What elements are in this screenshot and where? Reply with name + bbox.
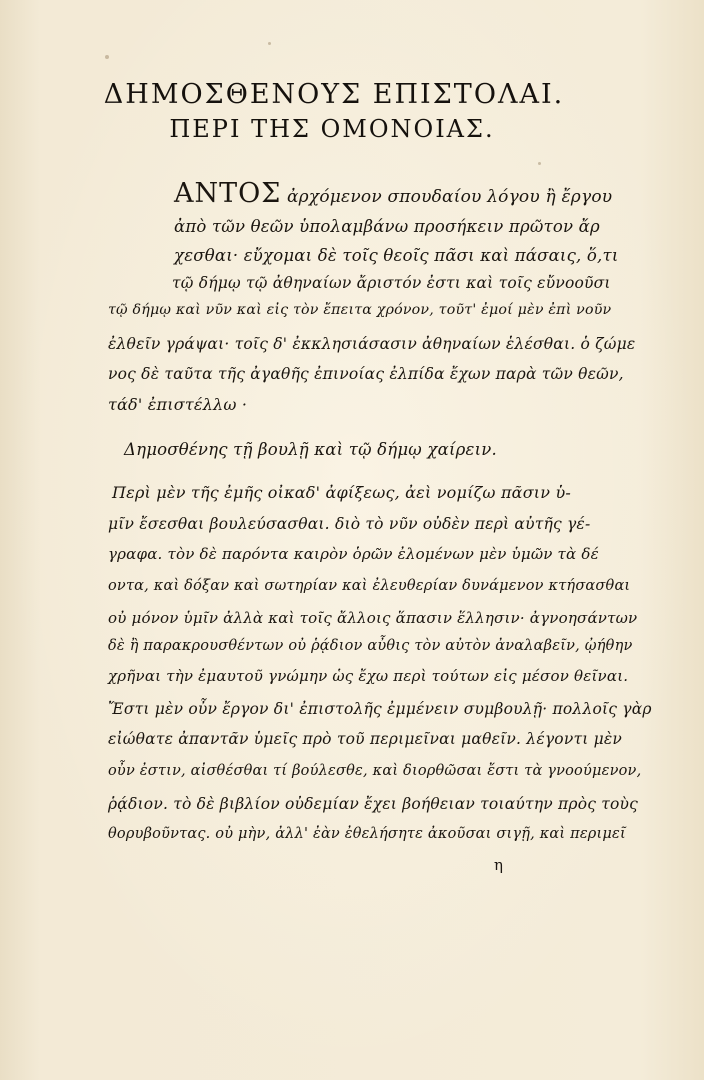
intro-line-6: ἐλθεῖν γράψαι· τοῖς δ' ἐκκλησιάσασιν ἀθηναίων ἑλέσθαι. ὁ ζώμε (108, 335, 636, 353)
salutation: Δημοσθένης τῇ βουλῇ καὶ τῷ δήμῳ χαίρειν. (124, 440, 497, 459)
body-line-8: Ἔστι μὲν οὖν ἔργον δι' ἐπιστολῆς ἐμμένειν συμβουλῇ· πολλοῖς γὰρ (108, 700, 652, 718)
initial-capitals: ΑΝΤΟΣ (174, 178, 282, 209)
page-title: ΔΗΜΟΣΘΕΝΟΥΣ ΕΠΙΣΤΟΛΑΙ. (103, 79, 565, 110)
ink-spot (538, 162, 541, 165)
intro-line-4: τῷ δήμῳ τῷ ἀθηναίων ἄριστόν ἐστι καὶ τοῖς εὔνοοῦσι (172, 274, 611, 292)
intro-line-2: ἀπὸ τῶν θεῶν ὑπολαμβάνω προσήκειν πρῶτον ἄρ (174, 217, 600, 236)
body-line-7: χρῆναι τὴν ἐμαυτοῦ γνώμην ὡς ἔχω περὶ τούτων εἰς μέσον θεῖναι. (108, 667, 629, 685)
body-line-5: οὐ μόνον ὑμῖν ἀλλὰ καὶ τοῖς ἄλλοις ἅπασιν ἕλλησιν· ἀγνοησάντων (108, 609, 638, 627)
page-subtitle: ΠΕΡΙ ΤΗΣ ΟΜΟΝΟΙΑΣ. (169, 115, 495, 143)
body-line-3: γραφα. τὸν δὲ παρόντα καιρὸν ὁρῶν ἐλομένων μὲν ὑμῶν τὰ δέ (108, 545, 599, 563)
signature-mark: η (494, 856, 503, 874)
body-line-6: δὲ ἢ παρακρουσθέντων οὐ ῥᾴδιον αὖθις τὸν αὐτὸν ἀναλαβεῖν, ᾠήθην (108, 638, 633, 654)
body-line-1: Περὶ μὲν τῆς ἐμῆς οἰκαδ' ἀφίξεως, ἀεὶ νομίζω πᾶσιν ὑ- (112, 483, 572, 502)
intro-line-7: νος δὲ ταῦτα τῆς ἀγαθῆς ἐπινοίας ἐλπίδα ἔχων παρὰ τῶν θεῶν, (108, 365, 624, 383)
ink-spot (268, 42, 271, 45)
body-line-12: θορυβοῦντας. οὐ μὴν, ἀλλ' ἐὰν ἐθελήσητε ἀκοῦσαι σιγῇ, καὶ περιμεῖ (108, 826, 626, 842)
body-line-2: μῖν ἔσεσθαι βουλεύσασθαι. διὸ τὸ νῦν οὐδὲν περὶ αὐτῆς γέ- (108, 515, 591, 533)
body-line-4: οντα, καὶ δόξαν καὶ σωτηρίαν καὶ ἐλευθερίαν δυνάμενον κτήσασθαι (108, 578, 631, 594)
intro-line-5: τῷ δήμῳ καὶ νῦν καὶ εἰς τὸν ἔπειτα χρόνον, τοῦτ' ἐμοί μὲν ἐπὶ νοῦν (108, 302, 612, 318)
ink-spot (105, 55, 109, 59)
intro-line-text: ἀρχόμενον σπουδαίου λόγου ἢ ἔργου (286, 187, 613, 207)
body-line-11: ῥᾴδιον. τὸ δὲ βιβλίον οὐδεμίαν ἔχει βοήθειαν τοιαύτην πρὸς τοὺς (108, 795, 639, 813)
intro-line-1 (174, 178, 612, 209)
intro-line-3: χεσθαι· εὔχομαι δὲ τοῖς θεοῖς πᾶσι καὶ πάσαις, ὅ,τι (174, 246, 619, 265)
body-line-9: εἰώθατε ἀπαντᾶν ὑμεῖς πρὸ τοῦ περιμεῖναι μαθεῖν. λέγοντι μὲν (108, 730, 623, 748)
intro-line-8: τάδ' ἐπιστέλλω · (108, 395, 248, 414)
body-line-10: οὖν ἐστιν, αἰσθέσθαι τί βούλεσθε, καὶ διορθῶσαι ἔστι τὰ γνοούμενον, (108, 763, 642, 779)
